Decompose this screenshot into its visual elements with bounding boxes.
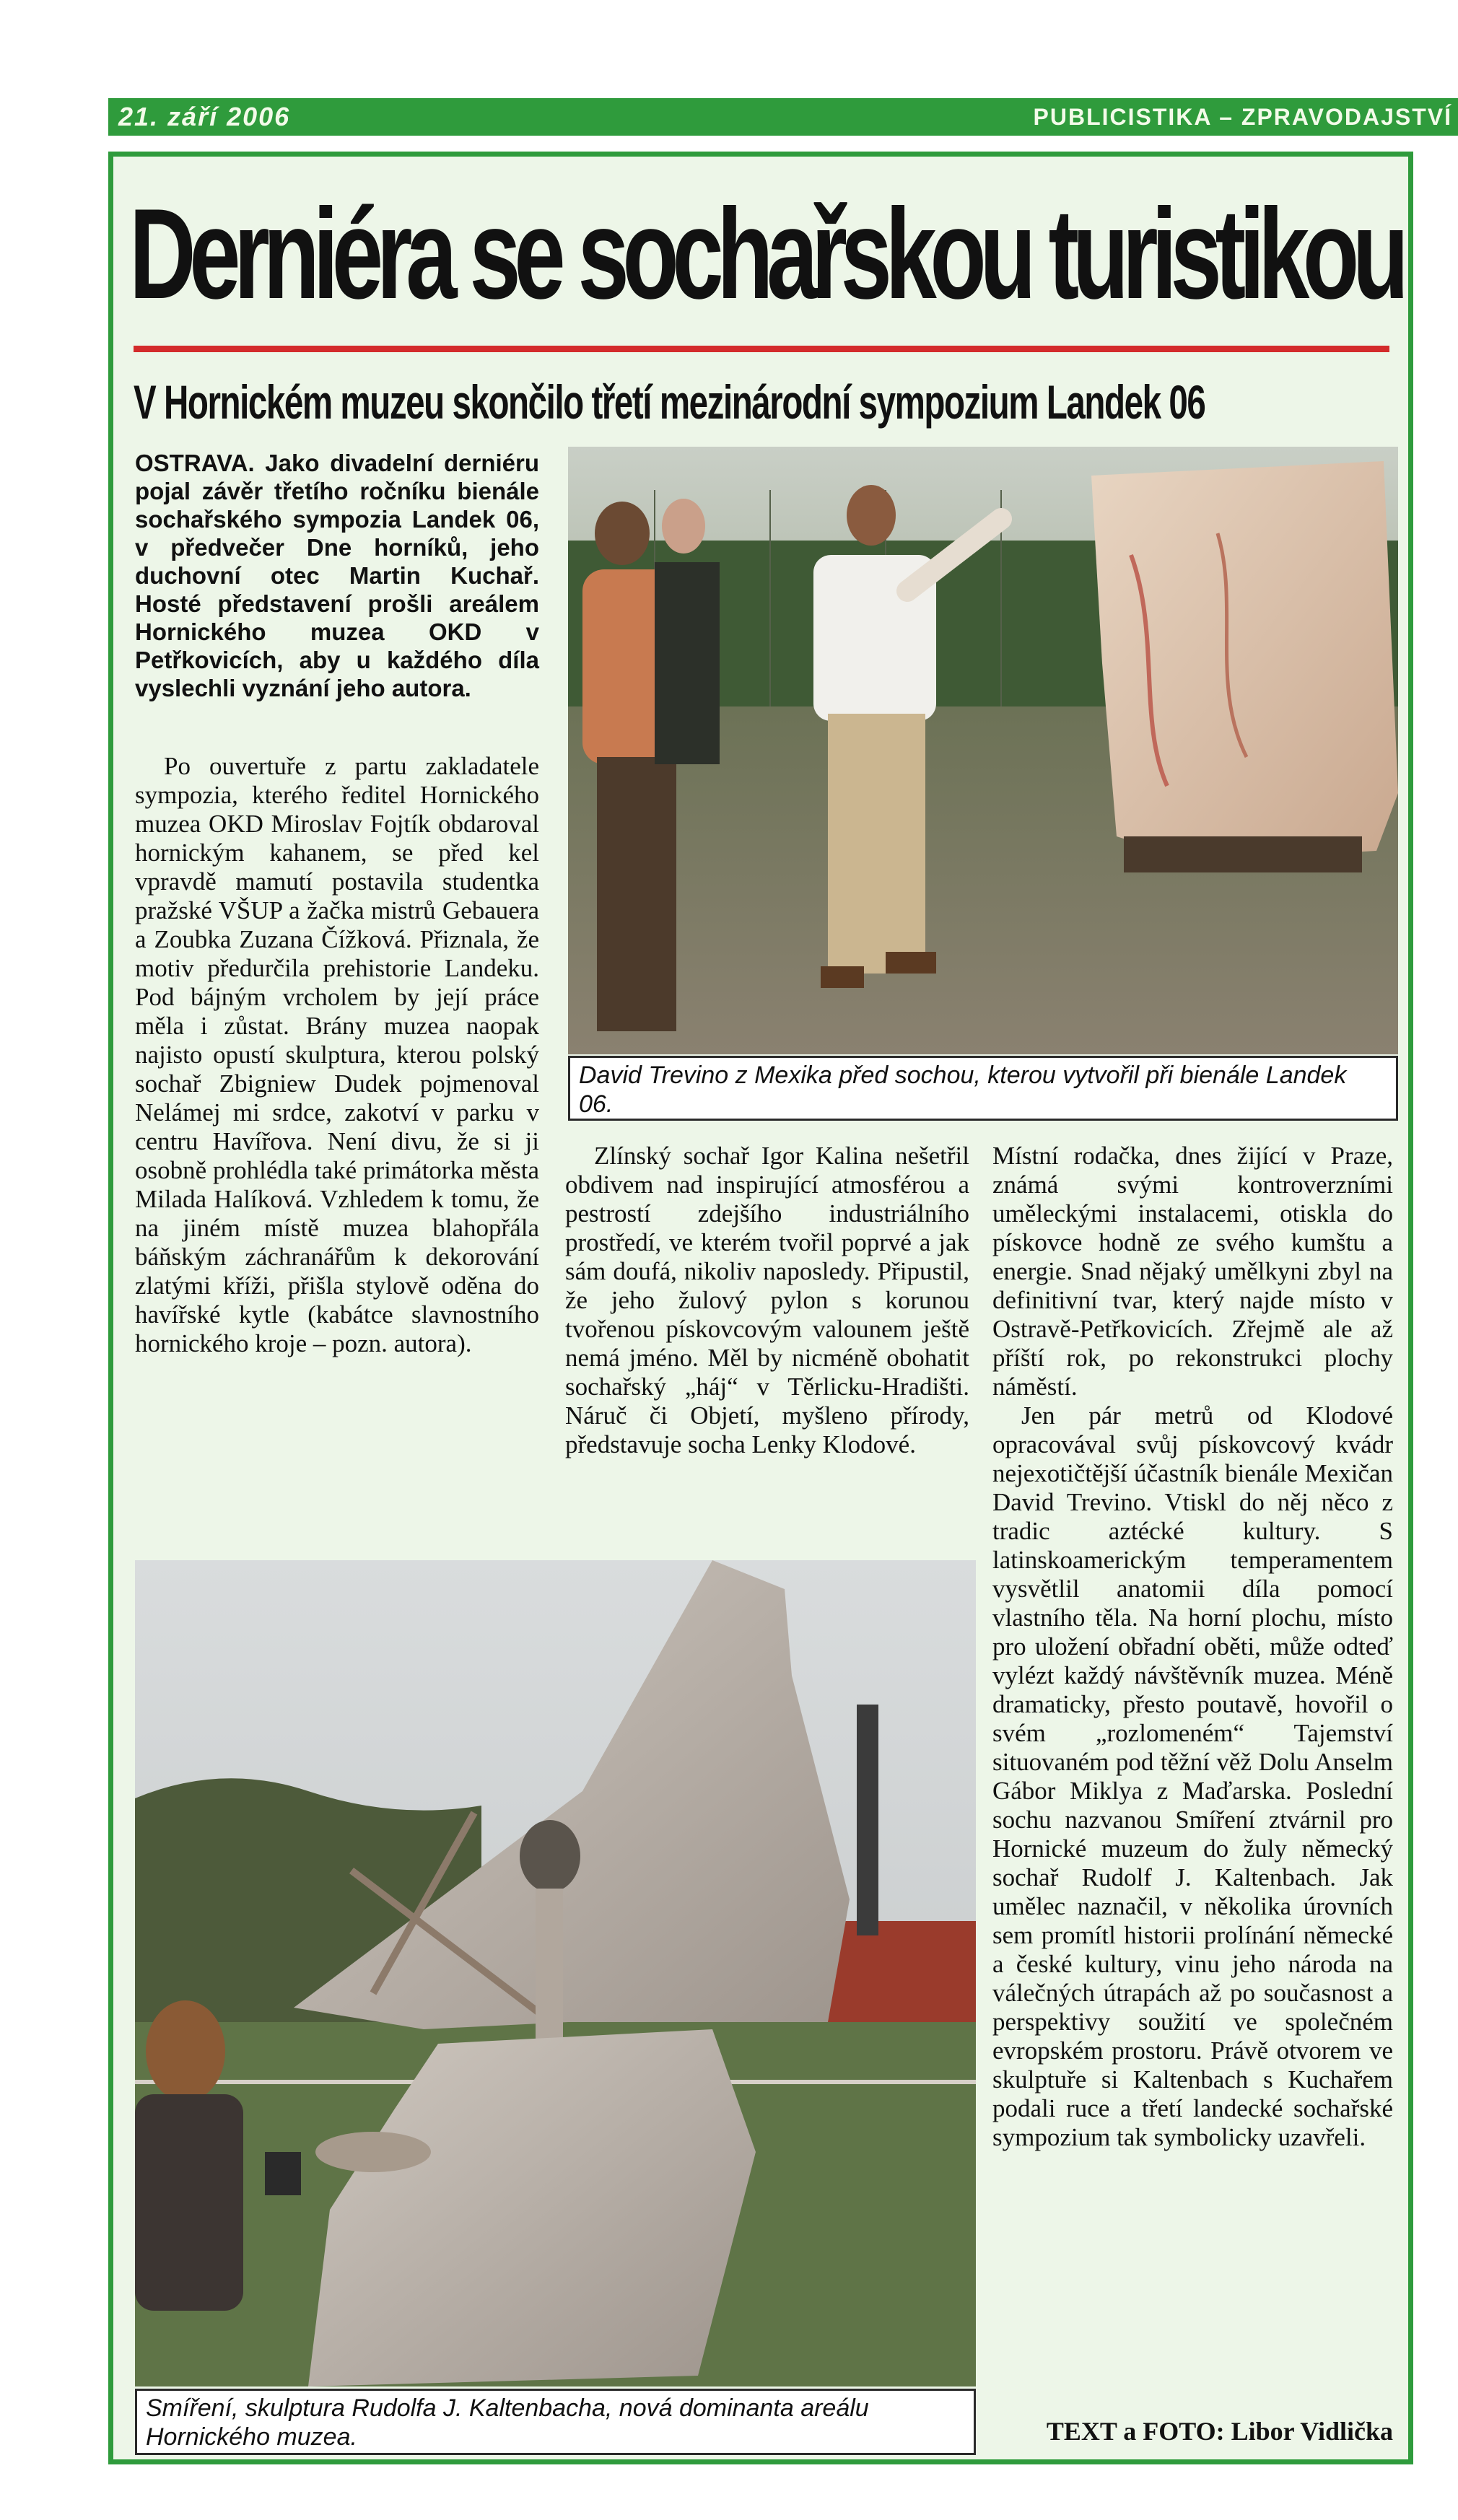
issue-band [108, 98, 1458, 136]
article-column-3 [992, 1142, 1393, 2152]
article-panel [108, 152, 1413, 2464]
lead-paragraph: OSTRAVA. Jako divadelní derniéru pojal závěr třetího ročníku bienále sochařského sympozia Landek 06, v předvečer Dne horníků, jeho duchovní otec Martin Kuchař. Hosté představení prošli areálem Hornického muzea OKD v Petřkovicích, aby u každého díla vyslechli vyznání jeho autora. [135, 450, 539, 701]
photo-caption-2: Smíření, skulptura Rudolfa J. Kaltenbacha, nová dominanta areálu Hornického muzea. [135, 2389, 976, 2455]
section-label: PUBLICISTIKA – ZPRAVODAJSTVÍ [1033, 103, 1452, 130]
photo-trevino-sculpture [568, 447, 1398, 1054]
photo-caption-1: David Trevino z Mexika před sochou, kterou vytvořil při bienále Landek 06. [568, 1056, 1398, 1121]
article-column-3-paragraph-2: Jen pár metrů od Klodové opracovával svůj pískovcový kvádr nejexotičtější účastník bienále Mexičan David Trevino. Vtiskl do něj něco z tradic aztécké kultury. S latinskoamerickým temperamentem vysvětlil anatomii díla pomocí vlastního těla. Na horní plochu, místo pro uložení obřadní oběti, může odteď vylézt každý návštěvník muzea. Méně dramaticky, přesto poutavě, hovořil o svém „rozlomeném“ Tajemství situovaném pod těžní věž Dolu Anselm Gábor Miklya z Maďarska. Poslední sochu nazvanou Smíření ztvárnil pro Hornické muzeum do žuly německý sochař Rudolf J. Kaltenbach. Jak umělec naznačil, v několika úrovních sem promítl historii prolínání německé a české kultury, vinu jeho národa na válečných útrapách až po současnost a perspektivy soužití ve společném evropském prostoru. Právě otvorem ve skulptuře si Kaltenbach s Kuchařem podali ruce a třetí landecké sochařské sympozium tak symbolicky uzavřeli. [992, 1401, 1393, 2151]
article-column-2: Zlínský sochař Igor Kalina nešetřil obdivem nad inspirující atmosférou a pestrostí zdejšího industriálního prostředí, ve kterém tvořil poprvé a jak sám doufá, nikoliv naposledy. Připustil, že jeho žulový pylon s korunou tvořenou pískovcovým valounem ještě nemá jméno. Měl by nicméně obohatit sochařský „háj“ v Těrlicku-Hradišti. Náruč či Objetí, myšleno přírody, představuje socha Lenky Klodové. [565, 1142, 969, 1458]
article-column-3-paragraph-1: Místní rodačka, dnes žijící v Praze, známá svými kontroverzními uměleckými instalacemi, otiskla do pískovce hodně ze svého kumštu a energie. Snad nějaký umělkyni zbyl na definitivní tvar, který najde místo v Ostravě-Petřkovicích. Zřejmě ale až příští rok, po rekonstrukci plochy náměstí. [992, 1142, 1393, 1401]
issue-date: 21. září 2006 [118, 102, 291, 131]
byline: TEXT a FOTO: Libor Vidlička [1046, 2417, 1393, 2446]
headline: Derniéra se sochařskou turistikou [129, 182, 1402, 325]
photo-kaltenbach-sculpture [135, 1560, 976, 2386]
subheadline: V Hornickém muzeu skončilo třetí mezinárodní sympozium Landek 06 [134, 375, 1205, 429]
article-column-1: Po ouvertuře z partu zakladatele sympozia, kterého ředitel Hornického muzea OKD Miroslav Fojtík obdaroval hornickým kahanem, se před kel vpravdě mamutí postavila studentka pražské VŠUP a žačka mistrů Gebauera a Zoubka Zuzana Čížková. Přiznala, že motiv předurčila prehistorie Landeku. Pod bájným vrcholem by její práce měla i zůstat. Brány muzea naopak najisto opustí skulptura, kterou polský sochař Zbigniew Dudek pojmenoval Nelámej mi srdce, zakotví v parku v centru Havířova. Není divu, že si ji osobně prohlédla také primátorka města Milada Halíková. Vzhledem k tomu, že na jiném místě muzea blahopřála báňským záchranářům k dekorování zlatými kříži, přišla stylově oděna do havířské kytle (kabátce slavnostního hornického kroje – pozn. autora). [135, 752, 539, 1357]
headline-rule [134, 346, 1389, 352]
